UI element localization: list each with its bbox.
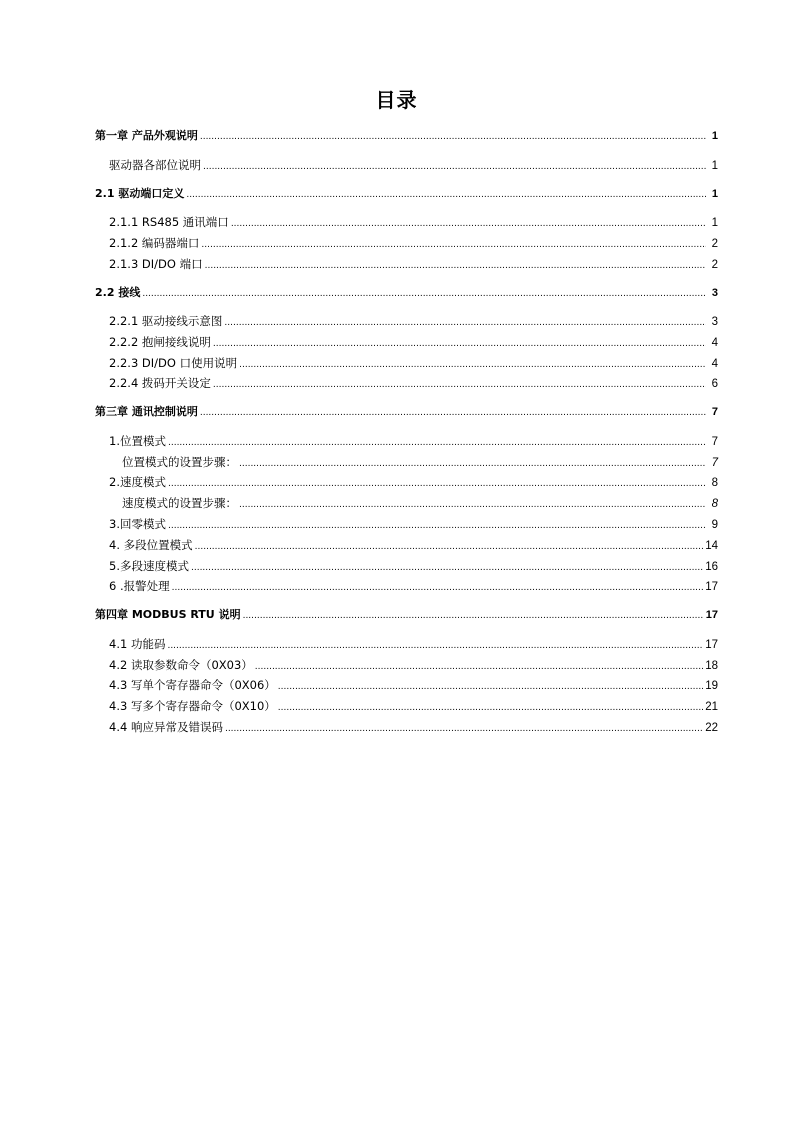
toc-entry-page: 3 — [711, 316, 718, 328]
toc-entry-page: 18 — [705, 660, 718, 672]
dot-leader — [200, 404, 706, 421]
toc-entry[interactable] — [109, 433, 718, 449]
toc-entry-page: 7 — [711, 406, 718, 418]
toc-entry-chapter-1[interactable] — [95, 128, 718, 144]
dot-leader — [255, 657, 703, 675]
dot-leader — [168, 516, 706, 534]
toc-entry-page: 2 — [711, 238, 718, 250]
toc-entry-page: 1 — [711, 188, 718, 200]
dot-leader — [200, 128, 706, 145]
toc-entry-label: 2.1.1 RS485 通讯端口 — [109, 215, 229, 229]
toc-entry-section-2-2[interactable] — [95, 285, 718, 301]
toc-entry-label: 2.速度模式 — [109, 475, 166, 489]
dot-leader — [224, 313, 706, 331]
dot-leader — [167, 636, 703, 654]
dot-leader — [278, 698, 703, 716]
toc-entry-label: 2.2 接线 — [95, 286, 141, 299]
toc-entry-page: 1 — [711, 160, 718, 172]
toc-entry-page: 17 — [705, 581, 718, 593]
dot-leader — [213, 334, 706, 352]
toc-entry-page: 21 — [705, 701, 718, 713]
dot-leader — [205, 256, 706, 274]
dot-leader — [168, 474, 706, 492]
toc-entry[interactable] — [109, 355, 718, 371]
toc-entry-page: 7 — [711, 457, 718, 469]
toc-entry-label: 2.1.2 编码器端口 — [109, 236, 200, 250]
toc-entry[interactable] — [109, 157, 718, 173]
toc-entry-page: 6 — [711, 378, 718, 390]
toc-entry-label: 第一章 产品外观说明 — [95, 129, 198, 142]
dot-leader — [225, 719, 703, 737]
toc-entry[interactable] — [109, 334, 718, 350]
toc-entry[interactable] — [109, 516, 718, 532]
toc-entry-label: 4.3 写单个寄存器命令（0X06） — [109, 678, 276, 692]
toc-entry-label: 第三章 通讯控制说明 — [95, 405, 198, 418]
toc-entry-page: 16 — [705, 561, 718, 573]
toc-entry[interactable] — [109, 578, 718, 594]
toc-entry-page: 4 — [711, 358, 718, 370]
dot-leader — [195, 537, 704, 555]
toc-entry-page: 7 — [711, 436, 718, 448]
toc-entry-page: 3 — [711, 287, 718, 299]
toc-entry-label: 2.2.2 抱闸接线说明 — [109, 335, 211, 349]
toc-entry-label: 4.3 写多个寄存器命令（0X10） — [109, 699, 276, 713]
toc-entry-label: 5.多段速度模式 — [109, 559, 189, 573]
toc-entry-label: 1.位置模式 — [109, 434, 166, 448]
toc-entry-page: 14 — [705, 540, 718, 552]
toc-entry-label: 4.4 响应异常及错误码 — [109, 720, 223, 734]
toc-entry-label: 2.1 驱动端口定义 — [95, 187, 185, 200]
toc-entry-label: 6 .报警处理 — [109, 579, 170, 593]
toc-entry-page: 2 — [711, 259, 718, 271]
toc-entry[interactable] — [109, 214, 718, 230]
toc-entry[interactable] — [109, 235, 718, 251]
toc-entry[interactable] — [109, 558, 718, 574]
dot-leader — [231, 214, 706, 232]
dot-leader — [243, 607, 704, 624]
toc-entry-label: 2.2.4 拨码开关设定 — [109, 376, 211, 390]
dot-leader — [278, 677, 703, 695]
toc-entry-page: 8 — [711, 498, 718, 510]
toc-entry-label: 2.2.3 DI/DO 口使用说明 — [109, 356, 238, 370]
dot-leader — [191, 558, 703, 576]
dot-leader — [239, 495, 706, 513]
toc-entry[interactable] — [122, 495, 718, 511]
toc-entry[interactable] — [109, 677, 718, 693]
dot-leader — [203, 157, 706, 175]
toc-entry-page: 1 — [711, 130, 718, 142]
toc-entry-label: 速度模式的设置步骤： — [122, 496, 237, 510]
toc-entry[interactable] — [109, 537, 718, 553]
toc-entry-label: 4.1 功能码 — [109, 637, 166, 651]
toc-entry-label: 4.2 读取参数命令（0X03） — [109, 658, 253, 672]
toc-entry-label: 第四章 MODBUS RTU 说明 — [95, 608, 241, 621]
toc-entry-label: 3.回零模式 — [109, 517, 166, 531]
dot-leader — [186, 186, 706, 203]
page-title: 目录 — [375, 88, 418, 112]
dot-leader — [239, 454, 706, 472]
toc-entry-section-2-1[interactable] — [95, 186, 718, 202]
toc-entry[interactable] — [109, 256, 718, 272]
toc-entry[interactable] — [109, 657, 718, 673]
toc-entry-page: 1 — [711, 217, 718, 229]
toc-entry-label: 2.1.3 DI/DO 端口 — [109, 257, 203, 271]
toc-entry-page: 8 — [711, 477, 718, 489]
toc-entry[interactable] — [109, 698, 718, 714]
toc-entry-label: 2.2.1 驱动接线示意图 — [109, 314, 223, 328]
toc-entry-chapter-4[interactable] — [95, 607, 718, 623]
dot-leader — [142, 285, 706, 302]
toc-entry[interactable] — [109, 719, 718, 735]
toc-entry-label: 位置模式的设置步骤： — [122, 455, 237, 469]
toc-entry[interactable] — [109, 474, 718, 490]
toc-entry[interactable] — [109, 375, 718, 391]
toc-entry-page: 4 — [711, 337, 718, 349]
toc-entry[interactable] — [122, 454, 718, 470]
toc-entry-label: 4. 多段位置模式 — [109, 538, 193, 552]
toc-entry-page: 22 — [705, 722, 718, 734]
toc-entry-page: 17 — [705, 639, 718, 651]
toc-entry[interactable] — [109, 636, 718, 652]
toc-entry-chapter-3[interactable] — [95, 404, 718, 420]
toc-entry-page: 17 — [705, 609, 718, 621]
toc-entry-page: 9 — [711, 519, 718, 531]
toc-entry[interactable] — [109, 313, 718, 329]
dot-leader — [168, 433, 706, 451]
dot-leader — [239, 355, 706, 373]
toc-entry-page: 19 — [705, 680, 718, 692]
dot-leader — [213, 375, 706, 393]
dot-leader — [201, 235, 706, 253]
dot-leader — [172, 578, 704, 596]
toc-entry-label: 驱动器各部位说明 — [109, 158, 201, 172]
